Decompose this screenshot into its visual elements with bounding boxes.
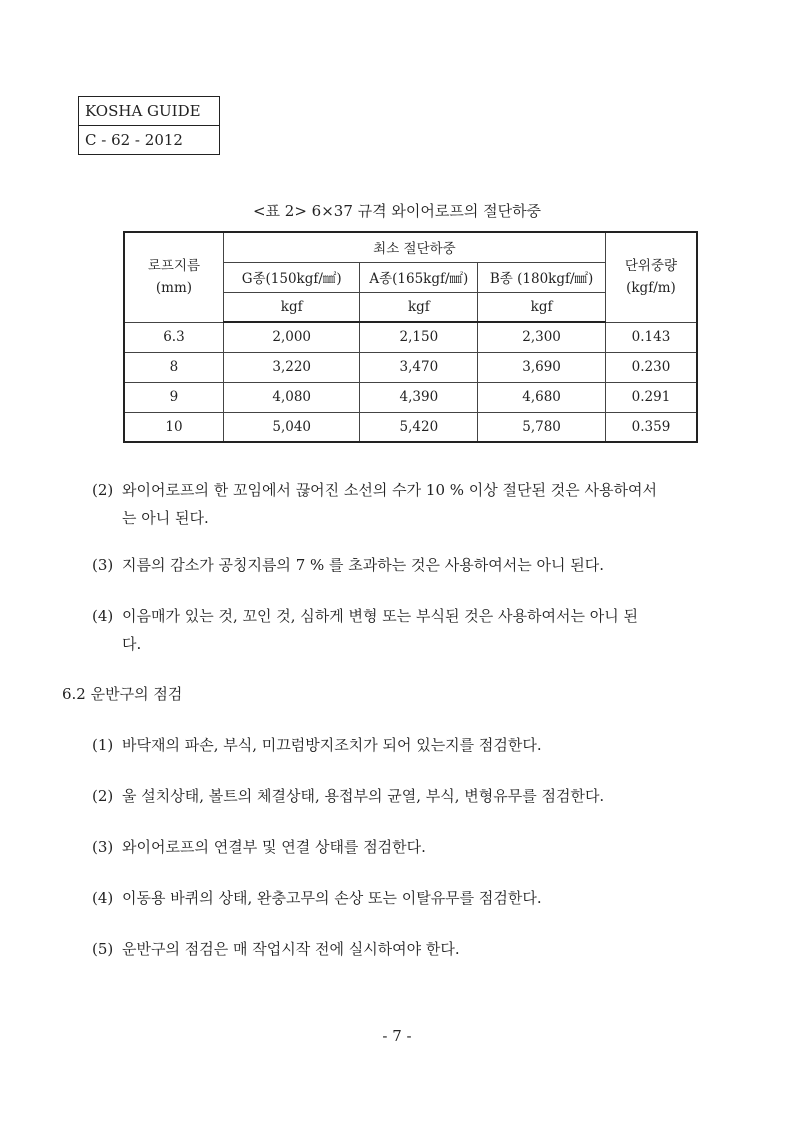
guide-name: KOSHA GUIDE: [85, 102, 201, 120]
header-grade-a: A종(165kgf/㎟): [360, 262, 478, 292]
section-heading: 6.2 운반구의 점검: [62, 685, 183, 703]
carrier-item-4: [92, 884, 742, 912]
breaking-load-table: [123, 231, 698, 443]
item-text: 이음매가 있는 것, 꼬인 것, 심하게 변형 또는 부식된 것은 사용하여서는 아니 된: [122, 607, 638, 625]
cell-unit-weight: 0.143: [605, 322, 697, 352]
cell-diameter: 8: [124, 352, 223, 382]
item-number: (2): [92, 787, 114, 805]
header-unit-b: kgf: [478, 292, 606, 322]
carrier-item-1: [92, 731, 742, 759]
cell-grade-g: 3,220: [223, 352, 360, 382]
cell-grade-b: 4,680: [478, 382, 606, 412]
table-row: [124, 352, 697, 382]
rope-item-3: [92, 551, 742, 579]
item-number: (3): [92, 838, 114, 856]
table-row: [124, 322, 697, 352]
item-text: 울 설치상태, 볼트의 체결상태, 용접부의 균열, 부식, 변형유무를 점검한다.: [122, 787, 605, 805]
item-text-continued: 는 아니 된다.: [122, 509, 209, 527]
page-number: - 7 -: [382, 1027, 412, 1045]
cell-unit-weight: 0.230: [605, 352, 697, 382]
header-grade-g: G종(150kgf/㎟): [223, 262, 360, 292]
item-text: 바닥재의 파손, 부식, 미끄럼방지조치가 되어 있는지를 점검한다.: [122, 736, 542, 754]
cell-grade-a: 2,150: [360, 322, 478, 352]
cell-grade-a: 4,390: [360, 382, 478, 412]
carrier-item-5: [92, 935, 742, 963]
cell-diameter: 9: [124, 382, 223, 412]
rope-item-4: [92, 602, 742, 658]
cell-grade-b: 2,300: [478, 322, 606, 352]
table-row: [124, 382, 697, 412]
header-unit-g: kgf: [223, 292, 360, 322]
document-code-box: [78, 96, 220, 155]
header-unit-weight: 단위중량 (kgf/m): [605, 232, 697, 322]
header-unit-a: kgf: [360, 292, 478, 322]
item-number: (4): [92, 607, 114, 625]
item-number: (4): [92, 889, 114, 907]
item-text: 와이어로프의 한 꼬임에서 끊어진 소선의 수가 10 % 이상 절단된 것은 사용하여서: [122, 481, 657, 499]
table-caption: <표 2> 6×37 규격 와이어로프의 절단하중: [252, 202, 542, 220]
item-number: (5): [92, 940, 114, 958]
cell-grade-g: 4,080: [223, 382, 360, 412]
cell-diameter: 10: [124, 412, 223, 442]
cell-grade-g: 2,000: [223, 322, 360, 352]
item-text: 와이어로프의 연결부 및 연결 상태를 점검한다.: [122, 838, 426, 856]
table-row: [124, 412, 697, 442]
rope-item-2: [92, 476, 742, 532]
header-grade-b: B종 (180kgf/㎟): [478, 262, 606, 292]
item-text-continued: 다.: [122, 635, 142, 653]
cell-unit-weight: 0.291: [605, 382, 697, 412]
cell-grade-g: 5,040: [223, 412, 360, 442]
item-number: (3): [92, 556, 114, 574]
header-rope-diameter: 로프지름 (mm): [124, 232, 223, 322]
cell-grade-a: 5,420: [360, 412, 478, 442]
item-number: (2): [92, 481, 114, 499]
item-text: 지름의 감소가 공칭지름의 7 % 를 초과하는 것은 사용하여서는 아니 된다.: [122, 556, 604, 574]
item-text: 운반구의 점검은 매 작업시작 전에 실시하여야 한다.: [122, 940, 460, 958]
cell-grade-b: 3,690: [478, 352, 606, 382]
item-number: (1): [92, 736, 114, 754]
carrier-item-2: [92, 782, 742, 810]
guide-code: C - 62 - 2012: [79, 125, 219, 154]
cell-grade-a: 3,470: [360, 352, 478, 382]
cell-diameter: 6.3: [124, 322, 223, 352]
header-min-breaking-load: 최소 절단하중: [223, 232, 605, 262]
cell-grade-b: 5,780: [478, 412, 606, 442]
carrier-item-3: [92, 833, 742, 861]
cell-unit-weight: 0.359: [605, 412, 697, 442]
item-text: 이동용 바퀴의 상태, 완충고무의 손상 또는 이탈유무를 점검한다.: [122, 889, 542, 907]
